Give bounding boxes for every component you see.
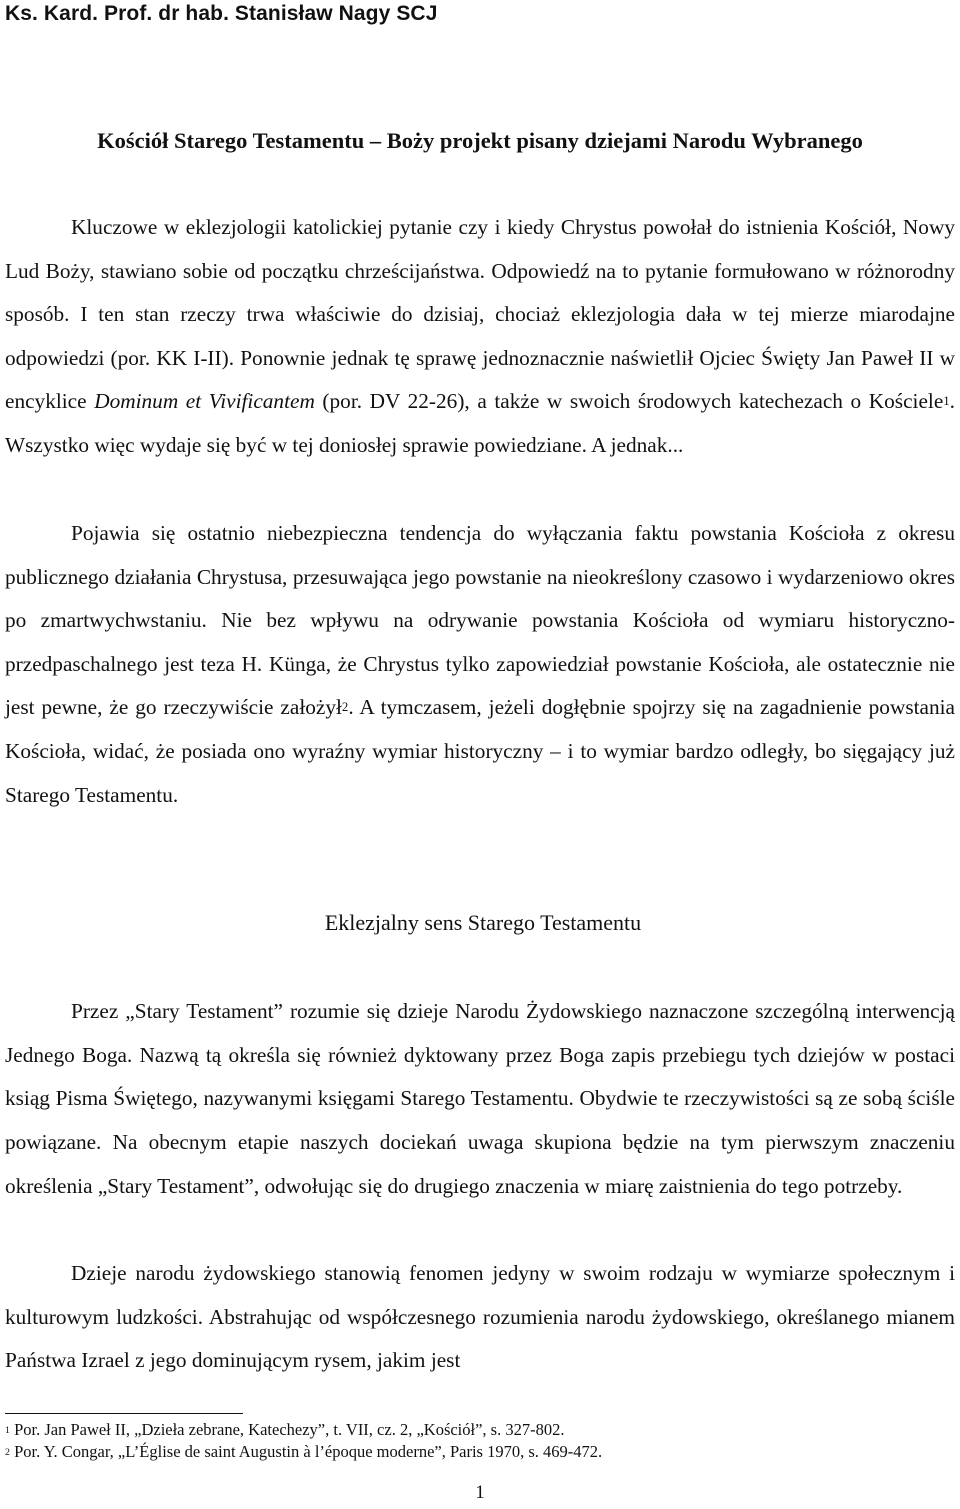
footnote-ref-2: 2	[341, 700, 349, 715]
footnotes	[5, 1419, 955, 1463]
paragraph-intro	[5, 206, 955, 468]
footnote-number: 2	[5, 1446, 10, 1458]
paragraph-tendency	[5, 512, 955, 817]
paragraph-intro-text-c: . Wszystko więc wydaje się być w tej doniosłej sprawie powiedziane. A jednak...	[5, 389, 955, 457]
page-number: 1	[475, 1482, 485, 1503]
document-title: Kościół Starego Testamentu – Boży projekt pisany dziejami Narodu Wybranego	[97, 128, 863, 153]
paragraph-jewish-history: Dzieje narodu żydowskiego stanowią fenomen jedyny w swoim rodzaju w wymiarze społecznym i kulturowym ludzkości. Abstrahując od współczesnego rozumienia narodu żydowskiego, określanego mianem Państwa Izrael z jego dominującym rysem, jakim jest	[5, 1261, 955, 1373]
paragraph-tendency-text-b: . A tymczasem, jeżeli dogłębnie spojrzy się na zagadnienie powstania Kościoła, widać, że posiada ono wyraźny wymiar historyczny – i to wymiar bardzo odległy, bo sięgający już Starego Testamentu.	[5, 695, 955, 807]
author-header: Ks. Kard. Prof. dr hab. Stanisław Nagy SCJ	[5, 2, 438, 25]
footnote-separator	[5, 1413, 243, 1414]
footnote-text: Por. Y. Congar, „L’Église de saint Augustin à l’époque moderne”, Paris 1970, s. 469-472.	[9, 1442, 603, 1461]
section-heading: Eklezjalny sens Starego Testamentu	[324, 910, 642, 935]
encyclical-title: Dominum et Vivificantem	[94, 389, 315, 414]
paragraph-intro-text-b: (por. DV 22-26), a także w swoich środowych katechezach o Kościele	[314, 389, 944, 414]
footnote-number: 1	[5, 1424, 10, 1436]
footnote-2	[5, 1441, 955, 1463]
footnote-text: Por. Jan Paweł II, „Dzieła zebrane, Katechezy”, t. VII, cz. 2, „Kościół”, s. 327-802.	[9, 1420, 565, 1439]
paragraph-tendency-text-a: Pojawia się ostatnio niebezpieczna tendencja do wyłączania faktu powstania Kościoła z okresu publicznego działania Chrystusa, przesuwająca jego powstanie na nieokreślony czasowo i wydarzeniowo okres po zmartwychwstaniu. Nie bez wpływu na odrywanie powstania Kościoła od wymiaru historyczno-przedpaschalnego jest teza H. Künga, że Chrystus tylko zapowiedział powstanie Kościoła, ale ostatecznie nie jest pewne, że go rzeczywiście założył	[5, 521, 955, 720]
paragraph-intro-text-a: Kluczowe w eklezjologii katolickiej pytanie czy i kiedy Chrystus powołał do istnienia Kościół, Nowy Lud Boży, stawiano sobie od początku chrześcijaństwa. Odpowiedź na to pytanie formułowano w różnorodny sposób. I ten stan rzeczy trwa właściwie do dzisiaj, chociaż eklezjologia dała w tej mierze miarodajne odpowiedzi (por. KK I-II). Ponownie jednak tę sprawę jednoznacznie naświetlił Ojciec Święty Jan Paweł II w encyklice	[5, 215, 955, 414]
paragraph-old-testament: Przez „Stary Testament” rozumie się dzieje Narodu Żydowskiego naznaczone szczególną interwencją Jednego Boga. Nazwą tą określa się również dyktowany przez Boga zapis przebiegu tych dziejów w postaci ksiąg Pisma Świętego, nazywanymi księgami Starego Testamentu. Obydwie te rzeczywistości są ze sobą ściśle powiązane. Na obecnym etapie naszych dociekań uwaga skupiona będzie na tym pierwszym znaczeniu określenia „Stary Testament”, odwołując się do drugiego znaczenia w miarę zaistnienia do tego potrzeby.	[5, 999, 955, 1198]
footnote-ref-1: 1	[943, 394, 950, 409]
footnote-1	[5, 1419, 955, 1441]
